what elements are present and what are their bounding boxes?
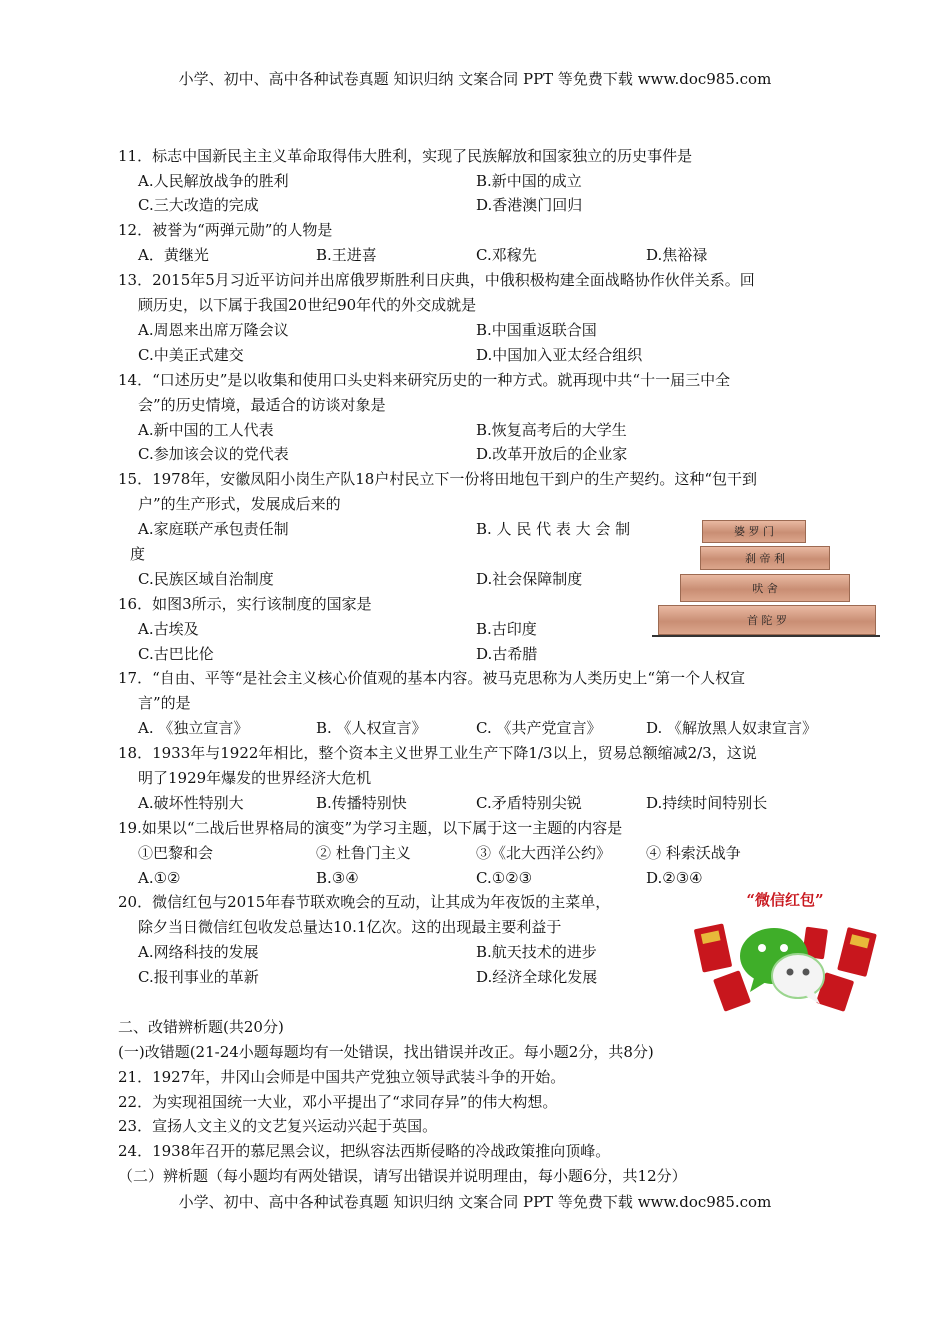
wechat-red-envelope-caption: “微信红包” [746, 891, 824, 909]
pyramid-layer-shudra: 首 陀 罗 [658, 605, 876, 635]
q14-option-d: D.改革开放后的企业家 [476, 445, 628, 463]
q16-option-d: D.古希腊 [476, 645, 538, 663]
section2-part2-instructions: （二）辨析题（每小题均有两处错误，请写出错误并说明理由，每小题6分，共12分） [118, 1167, 687, 1185]
q18-option-c: C.矛盾特别尖锐 [476, 794, 582, 812]
pyramid-layer-kshatriya: 刹 帝 利 [700, 546, 830, 570]
q18-option-b: B.传播特别快 [316, 794, 407, 812]
q13-option-b: B.中国重返联合国 [476, 321, 597, 339]
caste-pyramid-figure [652, 518, 880, 638]
q15-stem-2: 户”的生产形式，发展成后来的 [138, 495, 341, 513]
q19-item-3: ③《北大西洋公约》 [476, 844, 612, 862]
q19-option-a: A.①② [138, 869, 181, 887]
pyramid-layer-brahmin: 婆 罗 门 [702, 520, 806, 543]
q15-option-c: C.民族区域自治制度 [138, 570, 274, 588]
q20-option-c: C.报刊事业的革新 [138, 968, 259, 986]
q20-option-d: D.经济全球化发展 [476, 968, 598, 986]
wechat-logo-icon [692, 890, 878, 1014]
page-header: 小学、初中、高中各种试卷真题 知识归纳 文案合同 PPT 等免费下载 www.doc985.com [178, 70, 772, 88]
q11-stem: 11．标志中国新民主主义革命取得伟大胜利，实现了民族解放和国家独立的历史事件是 [118, 147, 693, 165]
q14-option-c: C.参加该会议的党代表 [138, 445, 289, 463]
q19-option-c: C.①②③ [476, 869, 533, 887]
q18-option-a: A.破坏性特别大 [138, 794, 244, 812]
q12-stem: 12．被誉为“两弹元勋”的人物是 [118, 221, 333, 239]
q24-text: 24．1938年召开的慕尼黑会议，把纵容法西斯侵略的冷战政策推向顶峰。 [118, 1142, 611, 1160]
q19-item-4: ④ 科索沃战争 [646, 844, 741, 862]
q11-option-b: B.新中国的成立 [476, 172, 582, 190]
q17-stem-1: 17．“自由、平等“是社会主义核心价值观的基本内容。被马克思称为人类历史上“第一个人权宣 [118, 669, 746, 687]
q16-option-a: A.古埃及 [138, 620, 199, 638]
pyramid-layer-vaishya: 吠 舍 [680, 574, 850, 602]
q14-option-b: B.恢复高考后的大学生 [476, 421, 627, 439]
q14-option-a: A.新中国的工人代表 [138, 421, 274, 439]
q12-option-a: A．黄继光 [138, 246, 209, 264]
q20-stem-2: 除夕当日微信红包收发总量达10.1亿次。这的出现最主要利益于 [138, 918, 562, 936]
q21-text: 21．1927年，井冈山会师是中国共产党独立领导武装斗争的开始。 [118, 1068, 566, 1086]
page-footer: 小学、初中、高中各种试卷真题 知识归纳 文案合同 PPT 等免费下载 www.doc985.com [178, 1193, 772, 1211]
q17-option-a: A. 《独立宣言》 [138, 719, 249, 737]
q15-option-a: A.家庭联产承包责任制 [138, 520, 289, 538]
q13-option-c: C.中美正式建交 [138, 346, 244, 364]
q22-text: 22．为实现祖国统一大业，邓小平提出了“求同存异”的伟大构想。 [118, 1093, 558, 1111]
q16-stem: 16．如图3所示，实行该制度的国家是 [118, 595, 372, 613]
q18-stem-1: 18．1933年与1922年相比，整个资本主义世界工业生产下降1/3以上，贸易总额缩减2/3，这说 [118, 744, 757, 762]
q13-option-a: A.周恩来出席万隆会议 [138, 321, 289, 339]
wechat-red-envelope-image [692, 890, 878, 1014]
q18-option-d: D.持续时间特别长 [646, 794, 768, 812]
q14-stem-1: 14．“口述历史”是以收集和使用口头史料来研究历史的一种方式。就再现中共“十一届三中全 [118, 371, 731, 389]
q16-option-c: C.古巴比伦 [138, 645, 214, 663]
section2-part1-instructions: (一)改错题(21-24小题每题均有一处错误，找出错误并改正。每小题2分，共8分) [118, 1043, 654, 1061]
q19-item-2: ② 杜鲁门主义 [316, 844, 411, 862]
q14-stem-2: 会”的历史情境，最适合的访谈对象是 [138, 396, 386, 414]
q15-stem-1: 15．1978年，安徽凤阳小岗生产队18户村民立下一份将田地包干到户的生产契约。这种“包干到 [118, 470, 758, 488]
q13-stem-2: 顾历史，以下属于我国20世纪90年代的外交成就是 [138, 296, 477, 314]
q11-option-d: D.香港澳门回归 [476, 196, 583, 214]
q13-stem-1: 13．2015年5月习近平访问并出席俄罗斯胜利日庆典，中俄积极构建全面战略协作伙伴关系。回 [118, 271, 755, 289]
q20-option-b: B.航天技术的进步 [476, 943, 597, 961]
q15-option-b-continued: 度 [130, 545, 146, 563]
q17-option-d: D. 《解放黑人奴隶宣言》 [646, 719, 818, 737]
pyramid-baseline [652, 635, 880, 637]
q12-option-b: B.王进喜 [316, 246, 377, 264]
q19-item-1: ①巴黎和会 [138, 844, 214, 862]
q15-option-d: D.社会保障制度 [476, 570, 583, 588]
q19-stem: 19.如果以“二战后世界格局的演变”为学习主题，以下属于这一主题的内容是 [118, 819, 623, 837]
q11-option-a: A.人民解放战争的胜利 [138, 172, 289, 190]
q17-option-c: C. 《共产党宣言》 [476, 719, 602, 737]
q11-option-c: C.三大改造的完成 [138, 196, 259, 214]
q18-stem-2: 明了1929年爆发的世界经济大危机 [138, 769, 372, 787]
q16-option-b: B.古印度 [476, 620, 537, 638]
q13-option-d: D.中国加入亚太经合组织 [476, 346, 643, 364]
q19-option-d: D.②③④ [646, 869, 703, 887]
q19-option-b: B.③④ [316, 869, 359, 887]
q12-option-c: C.邓稼先 [476, 246, 537, 264]
q12-option-d: D.焦裕禄 [646, 246, 708, 264]
q17-stem-2: 言”的是 [138, 694, 191, 712]
q20-option-a: A.网络科技的发展 [138, 943, 259, 961]
q17-option-b: B. 《人权宣言》 [316, 719, 427, 737]
q20-stem-1: 20．微信红包与2015年春节联欢晚会的互动，让其成为年夜饭的主菜单， [118, 893, 611, 911]
q15-option-b: B. 人 民 代 表 大 会 制 [476, 520, 631, 538]
section2-title: 二、改错辨析题(共20分) [118, 1018, 284, 1036]
q23-text: 23．宣扬人文主义的文艺复兴运动兴起于英国。 [118, 1117, 438, 1135]
